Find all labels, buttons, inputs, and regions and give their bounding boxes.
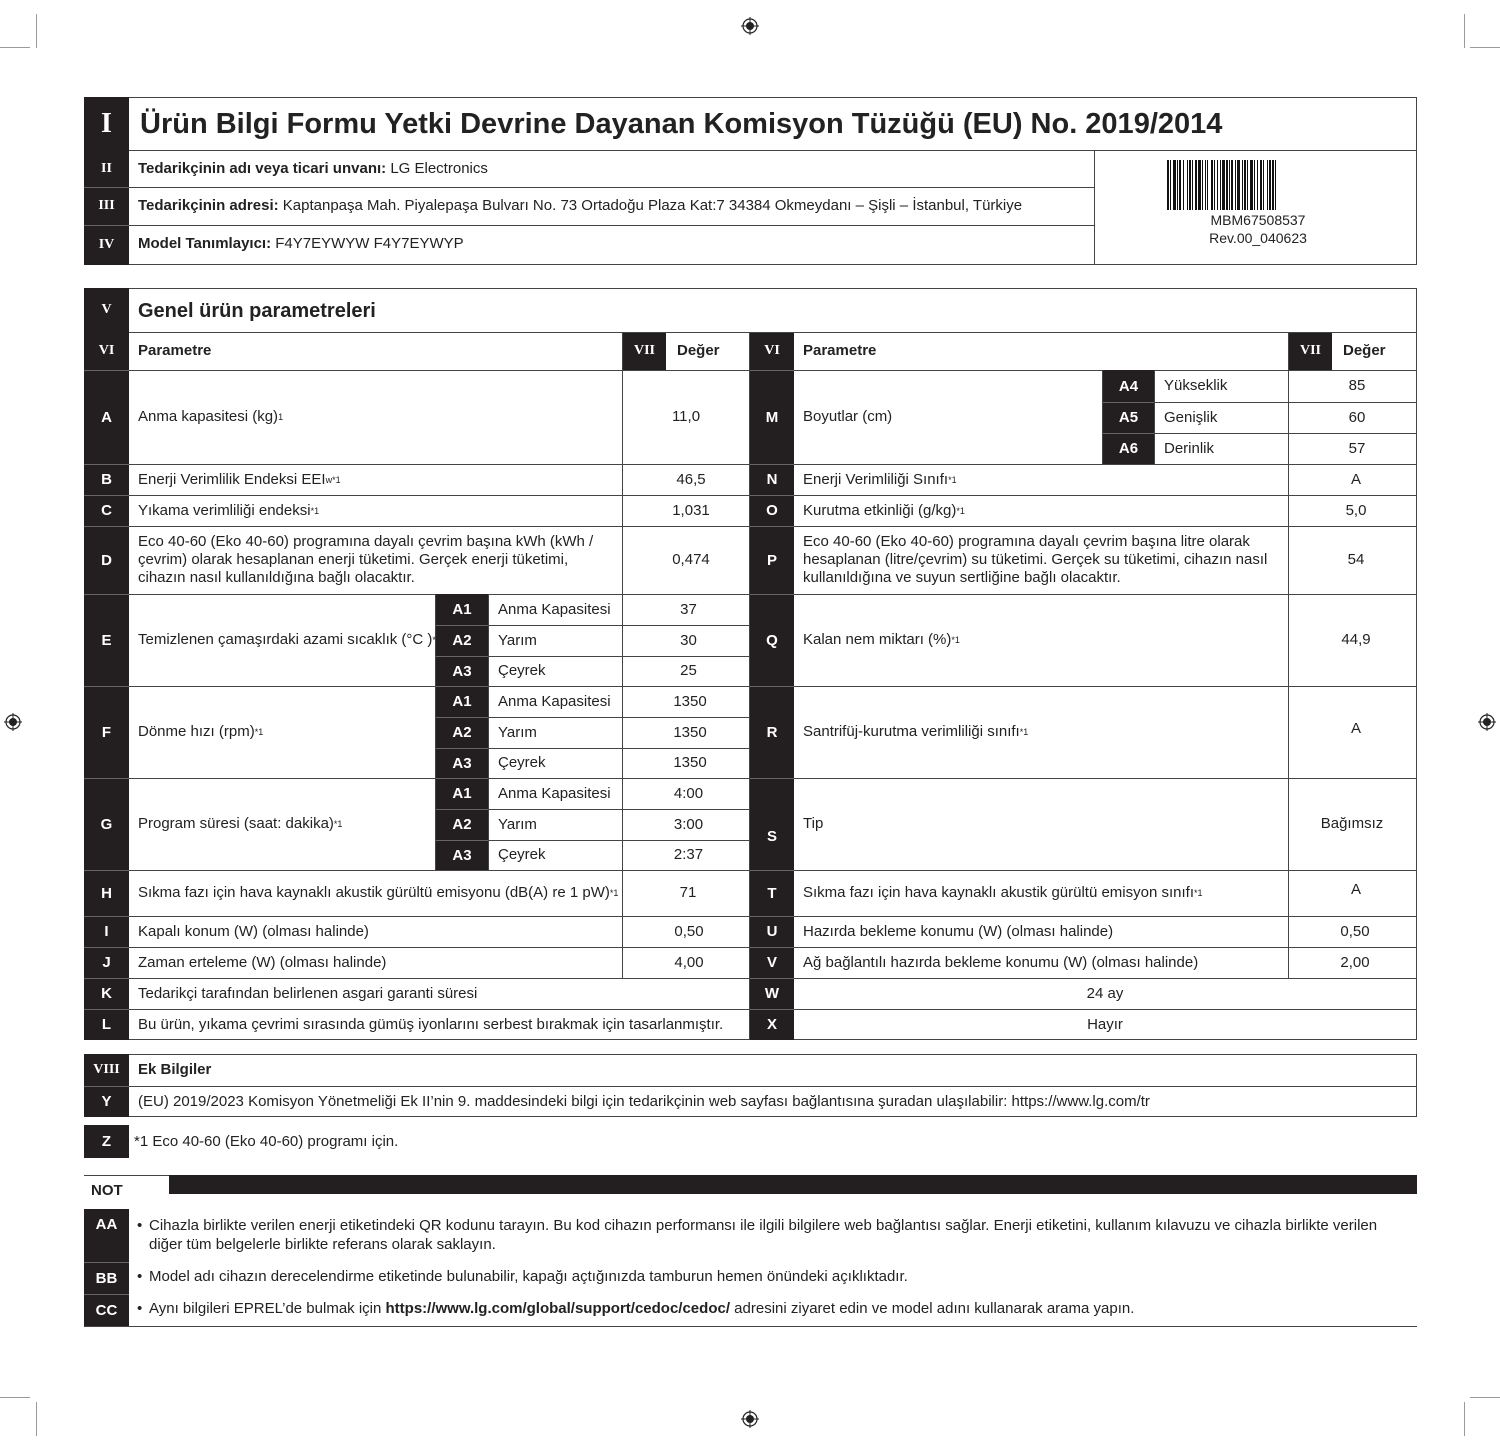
page-title: Ürün Bilgi Formu Yetki Devrine Dayanan Komisyon Tüzüğü (EU) No. 2019/2014 xyxy=(140,107,1223,140)
barcode-bar xyxy=(1229,160,1230,210)
footnote-text: *1 Eco 40-60 (Eko 40-60) programı için. xyxy=(134,1132,399,1150)
subrow-value: 25 xyxy=(680,662,697,679)
barcode-bar xyxy=(1183,160,1184,210)
delay-start-label: Zaman erteleme (W) (olması halinde) xyxy=(138,953,387,971)
row-label-G: G xyxy=(100,815,113,833)
networked-standby-label: Ağ bağlantılı hazırda bekleme konumu (W) (olması halinde) xyxy=(803,953,1199,971)
barcode-bar xyxy=(1220,160,1221,210)
param-text: Sıkma fazı için hava kaynaklı akustik gürültü emisyonu (dB(A) re 1 pW) xyxy=(138,884,610,901)
energy-consumption-value: 0,474 xyxy=(672,551,710,568)
barcode-bar xyxy=(1263,160,1264,210)
barcode-bar xyxy=(1267,160,1268,210)
divider xyxy=(1094,150,1095,264)
registration-mark-icon xyxy=(4,713,22,731)
supplier-address-row xyxy=(138,187,1022,225)
subrow-value: 2:37 xyxy=(673,846,704,863)
note-CC xyxy=(137,1299,1412,1318)
row-label-W: W xyxy=(764,985,780,1002)
subrow-code: A1 xyxy=(452,601,472,618)
row-label-Y: Y xyxy=(101,1093,112,1110)
barcode-bar xyxy=(1170,160,1171,210)
barcode-code: MBM67508537 xyxy=(1210,212,1306,228)
notes-header-bar xyxy=(169,1175,1417,1194)
param-text: Sıkma fazı için hava kaynaklı akustik gürültü emisyon sınıfı xyxy=(803,884,1195,901)
barcode-bar xyxy=(1167,160,1169,210)
row-label-V: V xyxy=(766,954,777,971)
subrow-code: A2 xyxy=(452,632,472,649)
divider xyxy=(750,778,794,779)
column-header-value: Değer xyxy=(677,342,720,359)
barcode-bar xyxy=(1254,160,1255,210)
networked-standby-value: 2,00 xyxy=(1340,953,1370,971)
noise-emission-value: 71 xyxy=(679,884,697,901)
divider xyxy=(84,1326,1417,1327)
bullet: • xyxy=(137,1217,143,1234)
note-BB xyxy=(137,1267,1412,1286)
subrow-value: 1350 xyxy=(673,723,707,741)
supplier-name-value: LG Electronics xyxy=(390,159,488,177)
crop-mark xyxy=(36,1402,37,1436)
crop-mark xyxy=(36,14,37,48)
subrow-code: A3 xyxy=(452,754,472,772)
registration-mark-icon xyxy=(741,1410,759,1428)
column-label-VI: VI xyxy=(98,343,115,358)
crop-mark xyxy=(1464,1402,1465,1436)
supplier-address-key: Tedarikçinin adresi: xyxy=(138,197,279,214)
eprel-link[interactable]: https://www.lg.com/global/support/cedoc/cedoc/ xyxy=(385,1300,730,1317)
row-label-M: M xyxy=(765,408,779,426)
column-label-VII: VII xyxy=(1299,343,1321,358)
subrow-code: A4 xyxy=(1118,377,1139,395)
barcode-bar xyxy=(1250,160,1253,210)
subrow-name: Derinlik xyxy=(1164,439,1215,457)
delay-start-value: 4,00 xyxy=(674,953,704,971)
subrow-value: 3:00 xyxy=(673,815,704,833)
crop-mark xyxy=(0,47,30,48)
minimum-guarantee-label: Tedarikçi tarafından belirlenen asgari garanti süresi xyxy=(138,984,478,1002)
subrow-name: Çeyrek xyxy=(498,662,546,679)
subrow-value: 37 xyxy=(680,600,697,618)
row-label-D: D xyxy=(101,551,112,569)
rated-capacity-label: Anma kapasitesi (kg) 1 xyxy=(138,408,284,425)
divider xyxy=(84,1175,169,1176)
barcode-bar xyxy=(1195,160,1197,210)
subrow-value: 57 xyxy=(1348,439,1366,457)
crop-mark xyxy=(1470,47,1500,48)
supplier-address-value: Kaptanpaşa Mah. Piyalepaşa Bulvarı No. 73 Ortadoğu Plaza Kat:7 34384 Okmeydanı – Şişli – İstanbul, Türkiye xyxy=(282,197,1023,214)
subrow-value: 30 xyxy=(680,631,697,649)
spin-drying-class-label: Santrifüj-kurutma verimliliği sınıfı *1 xyxy=(803,723,1029,740)
model-identifier-value: F4Y7EYWYW F4Y7EYWYP xyxy=(275,235,464,252)
barcode-bar xyxy=(1189,160,1191,210)
spin-speed-label: Dönme hızı (rpm) *1 xyxy=(138,723,264,740)
supplier-website-text: (EU) 2019/2023 Komisyon Yönetmeliği Ek II’nin 9. maddesindeki bilgi için tedarikçinin web sayfası bağlantısına şuradan ulaşılabilir: https://www.lg.com/tr xyxy=(138,1092,1150,1110)
param-text: Enerji Verimliliği Sınıfı xyxy=(803,470,949,488)
column-label-VII: VII xyxy=(633,343,655,358)
barcode-bar xyxy=(1198,160,1201,210)
extra-info-title: Ek Bilgiler xyxy=(138,1061,212,1078)
note-CC-text-before: Aynı bilgileri EPREL’de bulmak için xyxy=(149,1300,386,1317)
noise-emission-label: Sıkma fazı için hava kaynaklı akustik gürültü emisyonu (dB(A) re 1 pW) *1 xyxy=(138,884,619,901)
subrow-code: A5 xyxy=(1118,409,1139,426)
barcode-bar xyxy=(1207,160,1208,210)
subrow-code: A6 xyxy=(1118,440,1139,457)
note-CC-text xyxy=(149,1299,1412,1318)
registration-mark-icon xyxy=(741,17,759,35)
crop-mark xyxy=(0,1397,30,1398)
subrow-name: Yarım xyxy=(498,815,537,833)
note-label-BB: BB xyxy=(95,1269,118,1287)
subrow-value: 1350 xyxy=(673,754,707,771)
type-label: Tip xyxy=(803,815,824,832)
off-mode-label: Kapalı konum (W) (olması halinde) xyxy=(138,922,369,940)
row-label-B: B xyxy=(101,471,112,488)
model-identifier-key: Model Tanımlayıcı: xyxy=(138,235,272,252)
barcode-bar xyxy=(1247,160,1248,210)
param-text: Anma kapasitesi (kg) xyxy=(138,408,279,425)
section-label-II: II xyxy=(101,160,112,176)
water-consumption-label: Eco 40-60 (Eko 40-60) programına dayalı çevrim başına litre olarak hesaplanan (litre/çevrim) su tüketimi. Gerçek su tüketimi, cihazın nasıl kullanıldığına ve suyun sertliğine bağlı olacaktır. xyxy=(803,533,1268,586)
section-label-I: I xyxy=(101,107,112,139)
divider xyxy=(488,594,489,870)
subrow-code: A2 xyxy=(452,816,472,833)
param-text: Dönme hızı (rpm) xyxy=(138,723,255,740)
row-label-T: T xyxy=(767,884,777,902)
param-text: Program süresi (saat: dakika) xyxy=(138,815,334,832)
energy-class-value: A xyxy=(1350,470,1361,488)
row-label-H: H xyxy=(101,884,112,902)
row-label-L: L xyxy=(101,1016,112,1033)
row-label-N: N xyxy=(766,471,778,488)
barcode-bar xyxy=(1260,160,1262,210)
subrow-code: A2 xyxy=(452,724,472,741)
row-label-F: F xyxy=(101,723,112,741)
off-mode-value: 0,50 xyxy=(674,922,704,940)
row-label-S: S xyxy=(766,827,777,845)
subrow-name: Anma Kapasitesi xyxy=(498,784,611,802)
row-label-A: A xyxy=(101,408,112,426)
registration-mark-icon xyxy=(1478,713,1496,731)
water-consumption-value: 54 xyxy=(1347,551,1365,568)
row-label-O: O xyxy=(766,502,778,519)
crop-mark xyxy=(1470,1397,1500,1398)
energy-efficiency-index-value: 46,5 xyxy=(676,470,706,488)
energy-consumption-label: Eco 40-60 (Eko 40-60) programına dayalı çevrim başına kWh (kWh / çevrim) olarak hesaplanan enerji tüketimi. Gerçek enerji tüketimi, cihazın nasıl kullanıldığına bağlı olacaktır. xyxy=(138,533,594,586)
subrow-value: 60 xyxy=(1348,408,1366,426)
barcode-bar xyxy=(1231,160,1233,210)
drying-efficiency-value: 5,0 xyxy=(1345,501,1367,519)
washing-efficiency-value: 1,031 xyxy=(672,501,710,519)
subrow-name: Yarım xyxy=(498,631,537,649)
barcode-bar xyxy=(1177,160,1178,210)
subrow-name: Yükseklik xyxy=(1164,377,1228,394)
barcode-bar xyxy=(1202,160,1203,210)
note-CC-text-after: adresini ziyaret edin ve model adını kullanarak arama yapın. xyxy=(730,1300,1135,1317)
silver-ion-value: Hayır xyxy=(1087,1015,1123,1033)
supplier-name-row xyxy=(138,150,488,187)
row-label-X: X xyxy=(766,1016,777,1033)
max-temperature-label: Temizlenen çamaşırdaki azami sıcaklık (°C ) *1 xyxy=(138,631,441,648)
note-BB-text: Model adı cihazın derecelendirme etiketinde bulunabilir, kapağı açtığınızda tamburun hemen önündeki açıklıktadır. xyxy=(149,1268,908,1285)
spin-drying-class-value: A xyxy=(1350,720,1361,737)
subrow-name: Genişlik xyxy=(1164,408,1218,426)
row-label-I: I xyxy=(104,923,109,940)
row-label-R: R xyxy=(766,723,778,741)
remaining-moisture-label: Kalan nem miktarı (%) *1 xyxy=(803,631,960,648)
crop-mark xyxy=(1464,14,1465,48)
barcode-bar xyxy=(1222,160,1225,210)
barcode-icon xyxy=(1165,160,1351,212)
subrow-name: Yarım xyxy=(498,723,537,741)
subrow-code: A1 xyxy=(452,693,472,710)
barcode-bar xyxy=(1192,160,1193,210)
param-text: Kalan nem miktarı (%) xyxy=(803,631,952,648)
noise-class-label: Sıkma fazı için hava kaynaklı akustik gürültü emisyon sınıfı *1 xyxy=(803,884,1203,901)
column-header-parameter: Parametre xyxy=(803,342,877,359)
notes-title: NOT xyxy=(91,1182,123,1199)
row-label-Q: Q xyxy=(766,631,778,649)
section-label-III: III xyxy=(98,198,115,213)
column-header-value: Değer xyxy=(1343,342,1386,359)
washing-efficiency-label: Yıkama verimliliği endeksi *1 xyxy=(138,501,320,519)
drying-efficiency-label: Kurutma etkinliği (g/kg) *1 xyxy=(803,501,965,519)
barcode-bar xyxy=(1242,160,1243,210)
barcode-bar xyxy=(1211,160,1213,210)
subrow-name: Anma Kapasitesi xyxy=(498,600,611,618)
standby-value: 0,50 xyxy=(1340,922,1370,940)
row-label-K: K xyxy=(101,985,112,1002)
barcode-bar xyxy=(1226,160,1228,210)
note-AA xyxy=(137,1216,1412,1254)
divider xyxy=(1154,370,1155,464)
row-label-C: C xyxy=(101,502,112,519)
row-label-Z: Z xyxy=(101,1133,112,1150)
bullet: • xyxy=(137,1300,143,1317)
param-text: Santrifüj-kurutma verimliliği sınıfı xyxy=(803,723,1020,740)
row-label-P: P xyxy=(766,551,777,569)
subrow-code: A3 xyxy=(452,662,472,680)
param-text: Temizlenen çamaşırdaki azami sıcaklık (°C ) xyxy=(138,631,433,648)
note-AA-text: Cihazla birlikte verilen enerji etiketindeki QR kodunu tarayın. Bu kod cihazın performansı ile ilgili bilgilere web bağlantısı sağlar. Enerji etiketini, kullanım kılavuzu ve cihazla birlikte verilen diğer tüm belgelerle birlikte referans olarak saklayın. xyxy=(149,1217,1378,1253)
remaining-moisture-value: 44,9 xyxy=(1341,631,1371,648)
barcode-bar xyxy=(1217,160,1218,210)
param-text: Kurutma etkinliği (g/kg) xyxy=(803,501,957,519)
row-label-U: U xyxy=(766,923,778,940)
minimum-guarantee-value: 24 ay xyxy=(1086,984,1124,1002)
energy-class-label: Enerji Verimliliği Sınıfı *1 xyxy=(803,470,957,488)
program-duration-label: Program süresi (saat: dakika) *1 xyxy=(138,815,343,832)
subrow-code: A1 xyxy=(452,785,472,802)
type-value: Bağımsız xyxy=(1320,815,1384,832)
barcode-bar xyxy=(1275,160,1276,210)
general-parameters-title: Genel ürün parametreleri xyxy=(138,300,376,322)
noise-class-value: A xyxy=(1350,881,1361,898)
barcode-bar xyxy=(1187,160,1188,210)
silver-ion-label: Bu ürün, yıkama çevrimi sırasında gümüş iyonlarını serbest bırakmak için tasarlanmıştır. xyxy=(138,1015,724,1033)
section-label-VIII: VIII xyxy=(93,1062,120,1077)
subrow-value: 1350 xyxy=(673,692,707,710)
barcode-bar xyxy=(1237,160,1240,210)
row-label-J: J xyxy=(102,954,111,971)
standby-label: Hazırda bekleme konumu (W) (olması halinde) xyxy=(803,922,1114,940)
model-identifier-row xyxy=(138,225,464,263)
supplier-name-key: Tedarikçinin adı veya ticari unvanı: xyxy=(138,159,387,177)
barcode-bar xyxy=(1257,160,1258,210)
column-header-parameter: Parametre xyxy=(138,342,212,359)
subrow-name: Anma Kapasitesi xyxy=(498,692,611,710)
energy-efficiency-index-label: Enerji Verimlilik Endeksi EEI w *1 xyxy=(138,470,341,488)
dimensions-label: Boyutlar (cm) xyxy=(803,408,893,425)
subrow-name: Çeyrek xyxy=(498,846,546,863)
subrow-value: 85 xyxy=(1348,377,1366,394)
note-label-AA: AA xyxy=(95,1216,118,1233)
barcode-bar xyxy=(1235,160,1236,210)
note-label-CC: CC xyxy=(95,1301,118,1319)
barcode-bar xyxy=(1214,160,1215,210)
bullet: • xyxy=(137,1268,143,1285)
barcode-revision: Rev.00_040623 xyxy=(1209,230,1307,246)
section-label-IV: IV xyxy=(98,237,115,252)
row-label-E: E xyxy=(101,631,112,649)
barcode-bar xyxy=(1179,160,1181,210)
subrow-name: Çeyrek xyxy=(498,754,546,771)
section-label-V: V xyxy=(101,302,112,317)
rated-capacity-value: 11,0 xyxy=(671,408,701,425)
barcode-bar xyxy=(1244,160,1246,210)
barcode-bar xyxy=(1173,160,1176,210)
column-label-VI: VI xyxy=(764,343,780,358)
barcode-bar xyxy=(1272,160,1274,210)
subrow-code: A3 xyxy=(452,846,472,864)
param-text: Yıkama verimliliği endeksi xyxy=(138,501,311,519)
barcode-bar xyxy=(1269,160,1271,210)
param-text: Enerji Verimlilik Endeksi EEI xyxy=(138,470,326,488)
barcode-bar xyxy=(1205,160,1206,210)
subrow-value: 4:00 xyxy=(673,784,704,802)
